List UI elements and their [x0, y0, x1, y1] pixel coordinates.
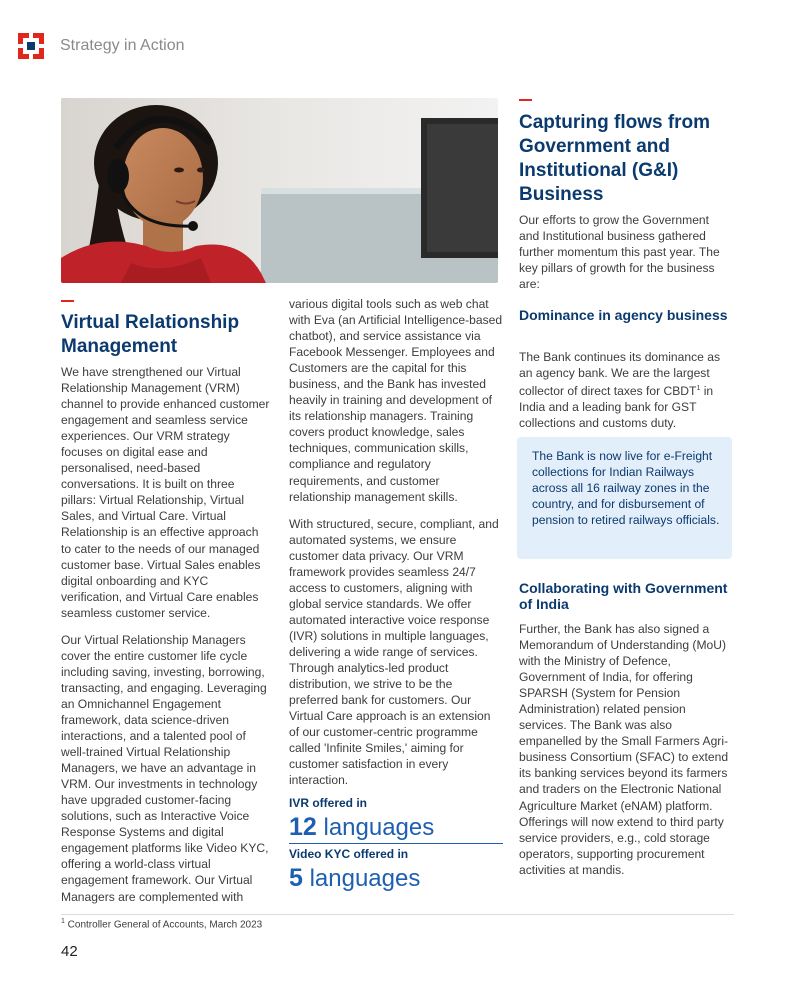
video-kyc-stat-value: [289, 864, 503, 893]
red-accent-dash: [61, 300, 74, 302]
stat-divider: [289, 843, 503, 844]
gi-intro: Our efforts to grow the Government and Institutional business gathered further momentum this past year. The key pillars of growth for the business are:: [519, 213, 720, 292]
goi-subheading: Collaborating with Government of India: [519, 580, 728, 612]
goi-text: Further, the Bank has also signed a Memorandum of Understanding (MoU) with the Ministry of Defence, Government of India, for offering SPARSH (System for Pension Administration) related pension services. The Bank was also empanelled by the Small Farmers Agri-business Consortium (SFAC) to extend its banking services beyond its farmers and traders on the Electronic National Agriculture Market (eNAM) platform. Offerings will now extend to third party service providers, e.g., cold storage operators, supporting procurement activities at mandis.: [519, 622, 729, 877]
e-freight-callout: [517, 437, 732, 559]
vrm-paragraph-2: Our Virtual Relationship Managers cover the entire customer life cycle including saving, investing, borrowing, transacting, and engaging. Leveraging an Omnichannel Engagement framework, data science-driven interactions, and a talented pool of well-trained Virtual Relationship Managers, we have an advantage in VRM. Our investments in technology have upgraded customer-facing solutions, such as Interactive Voice Response Systems and digital engagement platforms like Video KYC, offering a world-class virtual engagement framework. Our Virtual Managers are complemented with: [61, 632, 269, 904]
vrm-paragraph-1: We have strengthened our Virtual Relationship Management (VRM) channel to provide enhanced customer engagement and seamless service experiences. Our VRM strategy focuses on digital ease and personalised, need-based conversations. It is built on three pillars: Virtual Relationship, Virtual Sales, and Virtual Care. Virtual Relationship is an effective approach to cater to the needs of our managed customer base. Virtual Sales enables digital onboarding and KYC verification, and Virtual Care enables seamless customer service.: [61, 365, 270, 620]
page-number: 42: [61, 943, 78, 960]
ivr-stat-unit: languages: [323, 814, 435, 841]
vrm-body-column-2: [289, 296, 503, 788]
agency-text: [519, 349, 724, 431]
video-kyc-stat: [289, 847, 503, 893]
customer-service-agent-photo-icon: [61, 98, 498, 283]
agency-text-part2: in India and a leading bank for GST collections and customs duty.: [519, 384, 714, 431]
footnote-ref: 1: [696, 385, 701, 393]
footnote-mark: 1: [61, 918, 65, 925]
section-title: Strategy in Action: [60, 37, 185, 54]
agency-subheading: Dominance in agency business: [519, 307, 728, 323]
agency-text-part1: The Bank continues its dominance as an agency bank. We are the largest collector of direct taxes for CBDT: [519, 350, 721, 399]
vrm-heading: Virtual Relationship Management: [61, 312, 240, 357]
ivr-stat-label: IVR offered in: [289, 796, 368, 810]
footnote-text: Controller General of Accounts, March 2023: [64, 919, 263, 931]
footnote-divider: [61, 914, 734, 915]
bank-logo-icon: [18, 33, 44, 59]
vrm-paragraph-4: With structured, secure, compliant, and automated systems, we ensure customer data privacy. Our VRM framework provides seamless 24/7 access to customers, aligning with global service standards. We offer automated interactive voice response (IVR) solutions in multiple languages, delivering a wide range of services. Through analytics-led product distribution, we strive to be the preferred bank for customers. Our Virtual Care approach is an extension of our customer-centric programme called 'Infinite Smiles,' aiming for customer satisfaction in every interaction.: [289, 516, 499, 788]
ivr-stat-value: [289, 813, 503, 842]
vrm-paragraph-3: various digital tools such as web chat with Eva (an Artificial Intelligence-based chatbot), and service assistance via Facebook Messenger. Employees and Customers are the capital for this business, and the Bank has invested heavily in training and development of its relationship managers. Training covers product knowledge, sales techniques, communication skills, compliance and regulatory requirements, and customer relationship management skills.: [289, 297, 503, 504]
video-kyc-stat-number: 5: [289, 864, 303, 892]
callout-text: The Bank is now live for e-Freight collections for Indian Railways across all 16 railway zones in the country, and for disbursement of pension to retired railways officials.: [532, 449, 720, 528]
video-kyc-stat-label: Video KYC offered in: [289, 847, 409, 861]
vrm-body-column-1: [61, 364, 271, 905]
gi-heading: Capturing flows from Government and Institutional (G&I) Business: [519, 112, 711, 205]
red-accent-dash: [519, 99, 532, 101]
video-kyc-stat-unit: languages: [309, 865, 421, 892]
ivr-stat: [289, 796, 503, 842]
footnote: [61, 918, 262, 930]
ivr-stat-number: 12: [289, 813, 317, 841]
